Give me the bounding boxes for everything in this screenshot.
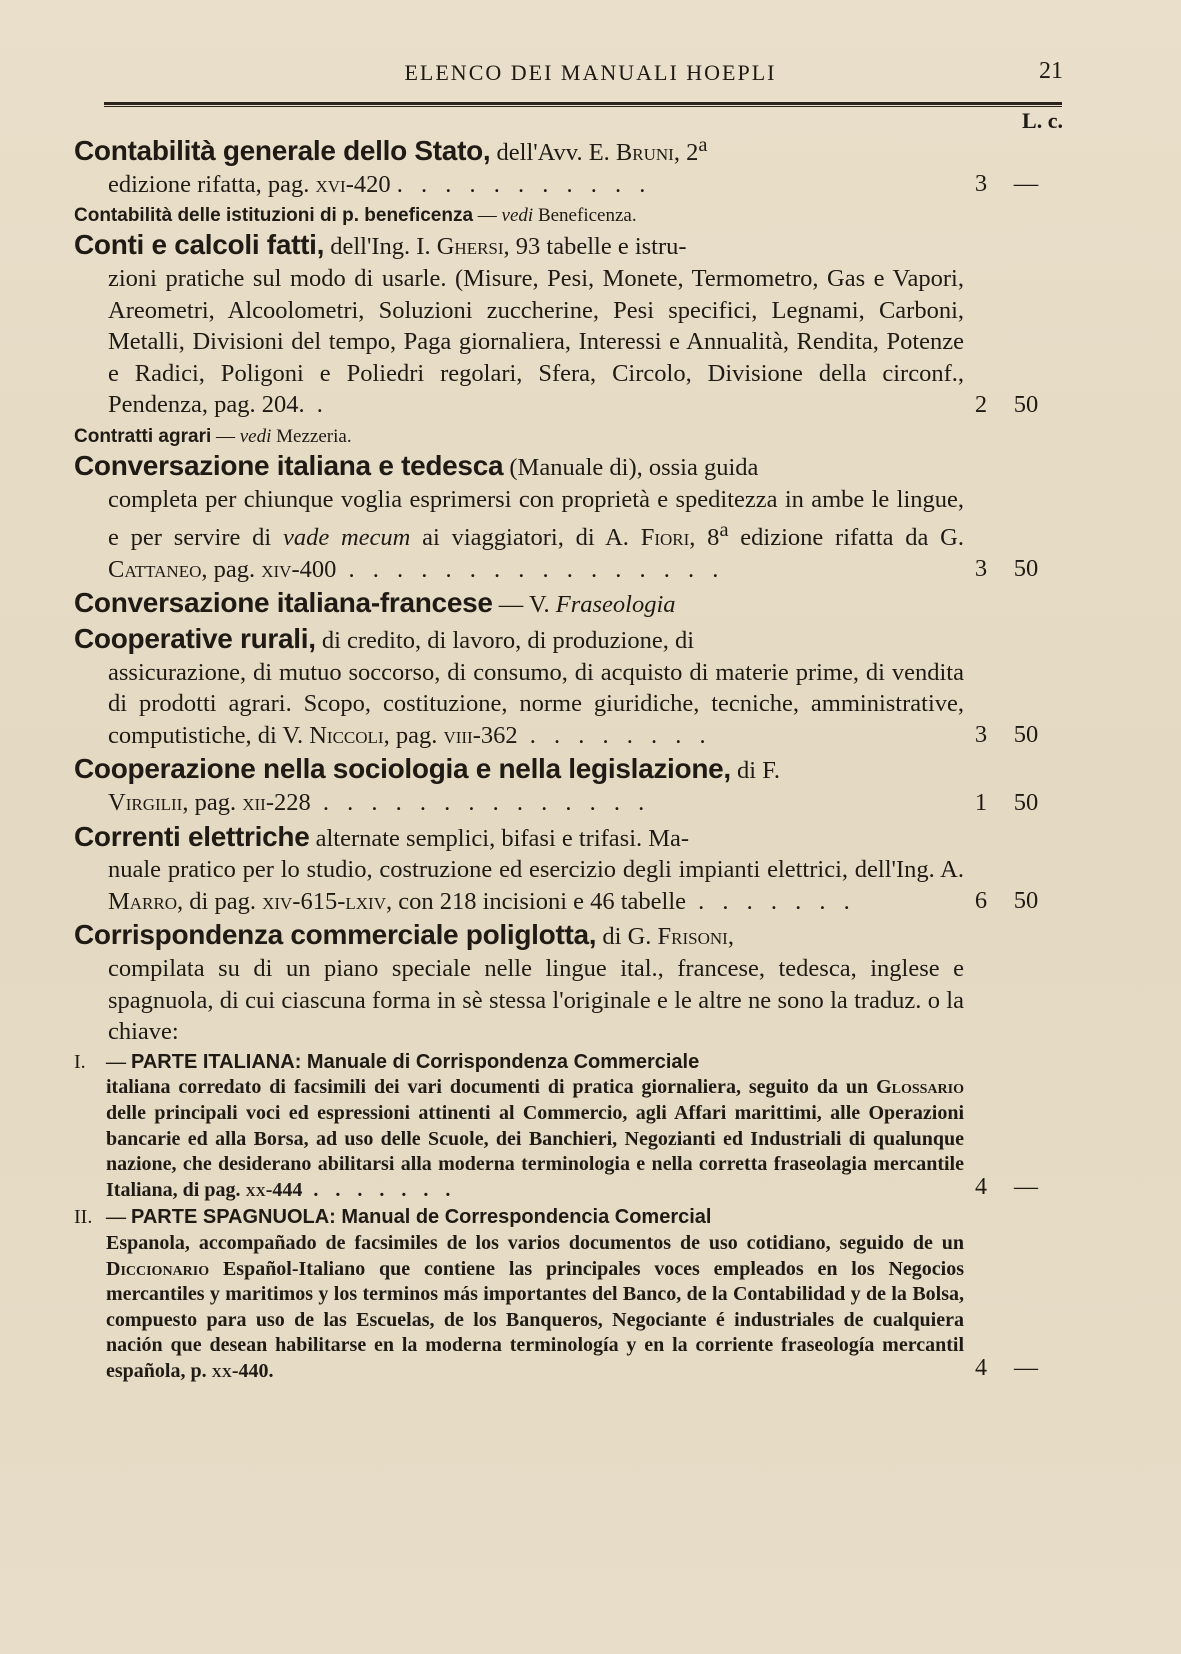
catalog-entry: Corrispondenza commerciale poliglotta, di G. Frisoni, compilata su di un piano speciale nelle lingue ital., francese, tedesca, inglese e spagnuola, di cui ciascuna forma in sè stessa l'originale e le altre ne sono la traduz. o la chiave: — [74, 919, 964, 1046]
catalog-entry: Conversazione italiana e tedesca (Manuale di), ossia guida completa per chiunque voglia esprimersi con proprietà e speditezza in ambe le lingue, e per servire di vade mecum ai viaggiatori, di A. Fiori, 8$^a$ edizione rifatta da G. Cattaneo, pag. xiv-400 . . . . . . . . . . . . . . . . 3 50 — [74, 450, 1064, 586]
entry-price: 2 50 — [974, 390, 1039, 418]
part-title: PARTE SPAGNUOLA: — [131, 1206, 336, 1229]
entry-headword: Conti e calcoli fatti, — [74, 229, 325, 261]
catalog-entry: Conversazione italiana-francese — V. Fraseologia — [74, 587, 676, 619]
part-title: PARTE ITALIANA: — [131, 1050, 302, 1073]
catalog-entry: Correnti elettriche alternate semplici, bifasi e trifasi. Ma- nuale pratico per lo studio, costruzione ed esercizio degli impianti elettrici, dell'Ing. A. Marro, di pag. xiv-615-lxiv, con 218 incisioni e 46 tabelle . . . . . . . 6 50 — [74, 821, 1064, 918]
catalog-entry: Conti e calcoli fatti, dell'Ing. I. Ghersi, 93 tabelle e istru- zioni pratiche sul modo di usarle. (Misure, Pesi, Monete, Termometro, Gas e Vapori, Areometri, Alcoolometri, Soluzioni zuccherine, Pesi specifici, Legnami, Carboni, Metalli, Divisioni del tempo, Paga giornaliera, Interessi e Annualità, Rendita, Potenze e Radici, Poligoni e Poliedri regolari, Sfera, Circolo, Divisione della circonf., Pendenza, pag. 204. . 2 50 — [74, 229, 1064, 421]
catalog-entry: Cooperative rurali, di credito, di lavoro, di produzione, di assicurazione, di mutuo soccorso, di consumo, di acquisto di materie prime, di vendita di prodotti agrari. Scopo, costituzione, norme giuridiche, tecniche, amministrative, computistiche, di V. Niccoli, pag. viii-362 . . . . . . . . 3 50 — [74, 623, 1064, 751]
entry-headword: Correnti elettriche — [74, 820, 310, 852]
entry-headword: Conversazione italiana-francese — [74, 587, 493, 619]
entry-headword: Contabilità generale dello Stato, — [74, 135, 491, 167]
catalog-entry: Cooperazione nella sociologia e nella legislazione, di F. Virgilii, pag. xii-228 . . . . . . . . . . . . . . 1 50 — [74, 753, 1064, 818]
entry-headword: Corrispondenza commerciale poliglotta, — [74, 919, 597, 951]
entry-headword: Conversazione italiana e tedesca — [74, 449, 504, 481]
entry-price: 6 50 — [974, 887, 1039, 915]
entry-headword: Cooperazione nella sociologia e nella legislazione, — [74, 753, 731, 785]
entry-pages: xvi-420 — [315, 170, 391, 198]
catalog-column — [74, 130, 1064, 1384]
catalog-subentry: II. — PARTE SPAGNUOLA: Manual de Correspondencia Comercial Espanola, accompañado de facsimiles de los varios documentos de uso cotidiano, seguido de un Diccionario Español-Italiano que contiene las principales voces empleados en los Negocios mercantiles y maritimos y los terminos más importantes del Banco, de la Contabilidad y de la Bolsa, compuesto para uso de las Escuelas, de los Banqueros, Negociante é industriales de cualquiera nación que desean habilitarse en la moderna terminología y en la corriente fraseología mercantil española, p. xx-440. 4 — — [74, 1205, 1064, 1384]
entry-price: 4 — — [975, 1174, 1038, 1201]
catalog-entry: Contabilità generale dello Stato, dell'Avv. E. Bruni, 2$^a$ edizione rifatta, pag. xvi-420 . . . . . . . . . . . 3 — — [74, 130, 1064, 200]
running-header: ELENCO DEI MANUALI HOEPLI — [404, 60, 777, 85]
entry-price: 3 50 — [974, 555, 1039, 583]
entry-price: 3 — — [974, 170, 1039, 198]
entry-author: Bruni — [615, 139, 674, 167]
catalog-subentry: I. — PARTE ITALIANA: Manuale di Corrispondenza Commerciale italiana corredato di facsimili dei vari documenti di pratica giornaliera, seguito da un Glossario delle principali voci ed espressioni attinenti al Commercio, agli Affari marittimi, alle Operazioni bancarie ed alla Borsa, ad uso delle Scuole, dei Banchieri, Negozianti ed Industriali di qualunque nazione, che desiderano abilitarsi alla moderna terminologia e nella corretta fraseolagia mercantile Italiana, di pag. xx-444 . . . . . . . 4 — — [74, 1050, 1064, 1204]
page-number: 21 — [1039, 58, 1063, 84]
cross-reference: Contratti agrari — vedi Mezzeria. — [74, 425, 352, 447]
entry-price: 4 — — [975, 1355, 1038, 1382]
entry-text: Contabilità generale dello Stato, dell'Avv. E. Bruni, 2$^a$ — [74, 134, 708, 167]
entry-author: Ghersi — [436, 233, 504, 261]
currency-column-label: L. c. — [1022, 108, 1063, 133]
entry-price: 3 50 — [974, 721, 1039, 749]
entry-headword: Cooperative rurali, — [74, 623, 316, 655]
header-rule — [104, 102, 1062, 107]
cross-reference: Contabilità delle istituzioni di p. beneficenza — vedi Beneficenza. — [74, 205, 637, 227]
entry-price: 1 50 — [974, 788, 1039, 816]
